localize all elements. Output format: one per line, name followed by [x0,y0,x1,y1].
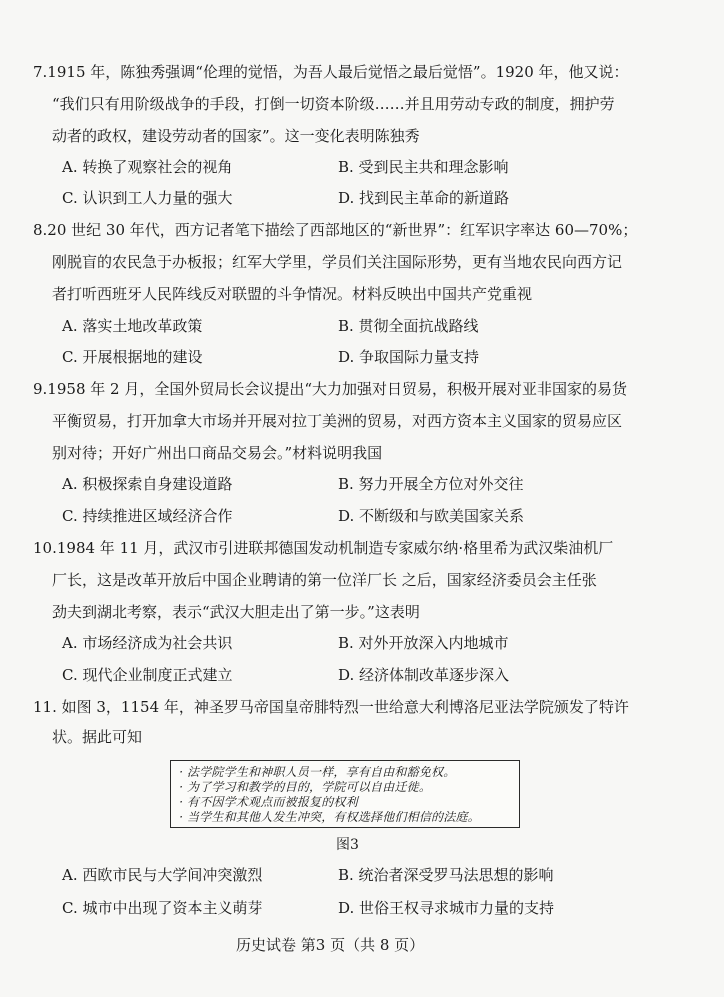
option-b: B. 努力开展全方位对外交往 [338,475,524,493]
question-stem-line: 10.1984 年 11 月，武汉市引进联邦德国发动机制造专家威尔纳·格里希为武汉柴油机厂 [33,539,614,557]
option-c: C. 开展根据地的建设 [62,348,203,366]
option-a: A. 落实土地改革政策 [62,317,203,335]
option-d: D. 世俗王权寻求城市力量的支持 [338,899,555,917]
option-a: A. 转换了观察社会的视角 [62,158,233,176]
option-c: C. 现代企业制度正式建立 [62,666,233,684]
option-b: B. 贯彻全面抗战路线 [338,317,479,335]
question-stem-line: 9.1958 年 2 月，全国外贸局长会议提出“大力加强对日贸易，积极开展对亚非国家的易货 [33,380,628,398]
option-d: D. 找到民主革命的新道路 [338,189,510,207]
question-stem-line: 厂长，这是改革开放后中国企业聘请的第一位洋厂长 之后，国家经济委员会主任张 [52,571,597,589]
question-stem-line: 平衡贸易，打开加拿大市场并开展对拉丁美洲的贸易，对西方资本主义国家的贸易应区 [52,412,623,430]
option-b: B. 受到民主共和理念影响 [338,158,509,176]
figure-bullet: · 当学生和其他人发生冲突，有权选择他们相信的法庭。 [179,810,480,824]
figure-bullet: · 有不因学术观点而被报复的权利 [179,795,358,809]
option-b: B. 对外开放深入内地城市 [338,634,509,652]
question-stem-line: 8.20 世纪 30 年代，西方记者笔下描绘了西部地区的“新世界”：红军识字率达 60—70%； [33,221,638,239]
question-stem-line: 11. 如图 3，1154 年，神圣罗马帝国皇帝腓特烈一世给意大利博洛尼亚法学院颁发了特许 [33,698,629,716]
question-stem-line: “我们只有用阶级战争的手段，打倒一切资本阶级……并且用劳动专政的制度，拥护劳 [52,95,615,113]
option-a: A. 积极探索自身建设道路 [62,475,233,493]
figure-3-box [170,760,520,828]
figure-bullet: · 为了学习和教学的目的，学院可以自由迁徙。 [179,780,432,794]
option-c: C. 持续推进区域经济合作 [62,507,233,525]
question-stem-line: 7.1915 年，陈独秀强调“伦理的觉悟，为吾人最后觉悟之最后觉悟”。1920 年，他又说： [33,63,629,81]
question-stem-line: 别对待；开好广州出口商品交易会。”材料说明我国 [52,444,383,462]
question-stem-line: 刚脱盲的农民急于办板报；红军大学里，学员们关注国际形势，更有当地农民向西方记 [52,253,623,271]
option-d: D. 不断级和与欧美国家关系 [338,507,525,525]
question-stem-line: 劲夫到湖北考察，表示“武汉大胆走出了第一步。”这表明 [52,603,420,621]
option-b: B. 统治者深受罗马法思想的影响 [338,866,554,884]
option-c: C. 认识到工人力量的强大 [62,189,233,207]
figure-bullet: · 法学院学生和神职人员一样，享有自由和豁免权。 [179,765,456,779]
question-stem-line: 者打听西班牙人民阵线反对联盟的斗争情况。材料反映出中国共产党重视 [52,285,533,303]
option-a: A. 西欧市民与大学间冲突激烈 [62,866,263,884]
question-stem-line: 动者的政权，建设劳动者的国家”。这一变化表明陈独秀 [52,127,420,145]
figure-caption: 图3 [336,837,359,853]
question-stem-line: 状。据此可知 [52,728,143,746]
option-d: D. 经济体制改革逐步深入 [338,666,510,684]
option-d: D. 争取国际力量支持 [338,348,480,366]
option-a: A. 市场经济成为社会共识 [62,634,233,652]
page-footer: 历史试卷 第3 页（共 8 页） [236,936,425,954]
option-c: C. 城市中出现了资本主义萌芽 [62,899,263,917]
